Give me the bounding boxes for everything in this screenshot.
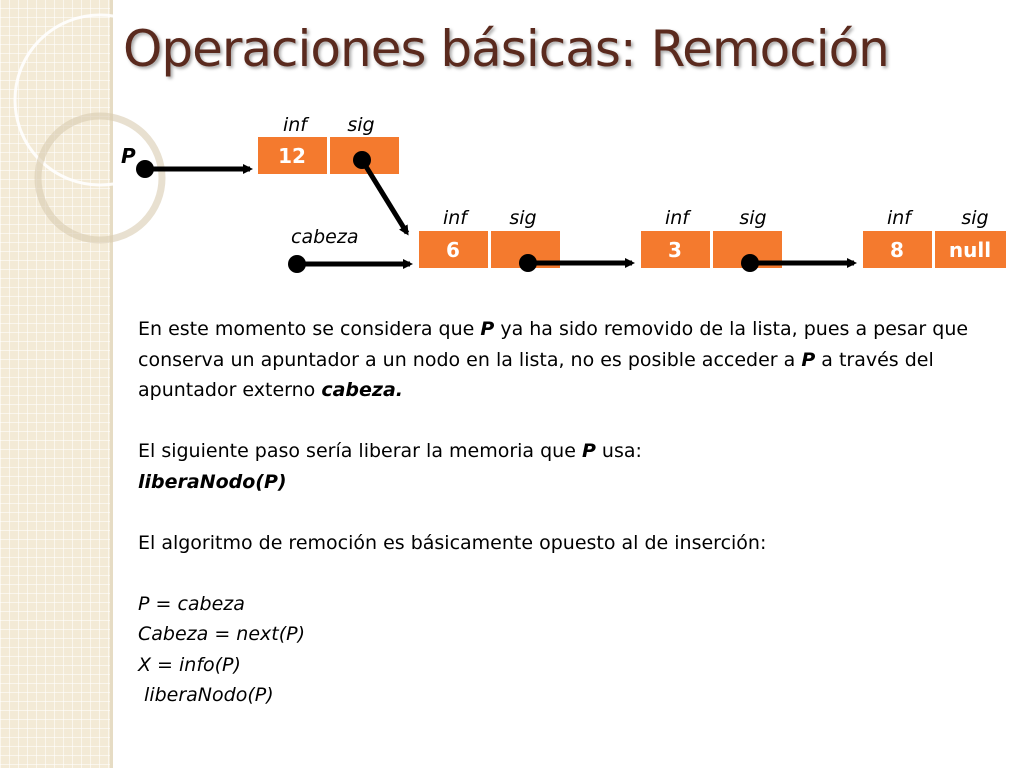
algorithm-line-1: P = cabeza: [138, 592, 245, 615]
node-3-value: 3: [668, 238, 682, 262]
algorithm-line-3: X = info(P): [138, 653, 241, 676]
node-8: [862, 230, 1007, 269]
node-6-sig-label: sig: [509, 207, 537, 229]
node-6-value: 6: [446, 238, 460, 262]
explanation-text: [138, 314, 998, 711]
pointer-p-arrow: [136, 160, 250, 178]
text-span: En este momento se considera que: [138, 318, 481, 340]
node-3-inf-label: inf: [664, 207, 690, 229]
node-12-sig-label: sig: [347, 114, 375, 136]
node-3-sig-label: sig: [739, 207, 767, 229]
code-text: liberaNodo(P): [138, 470, 287, 493]
paragraph-removed: [138, 314, 998, 406]
text-span: ya ha sido removido de la lista, pues a pesar que conserva un apuntador a un nodo en la lista, no es posible acceder a: [138, 318, 969, 371]
pointer-cabeza-arrow: [288, 255, 410, 273]
pointer-cabeza-ref: cabeza.: [321, 379, 404, 401]
pointer-p-label: P: [121, 144, 136, 168]
node-12: [257, 136, 400, 175]
node-6-inf-label: inf: [442, 207, 468, 229]
node-12-inf-label: inf: [282, 114, 308, 136]
pointer-p-ref: P: [581, 440, 596, 462]
node-8-null-value: null: [948, 238, 992, 262]
algorithm-line-2: Cabeza = next(P): [138, 623, 305, 645]
text-span: El siguiente paso sería liberar la memoria que: [138, 440, 582, 462]
node-12-value: 12: [278, 144, 306, 168]
node-8-value: 8: [890, 238, 904, 262]
paragraph-free-memory: [138, 436, 998, 467]
pointer-cabeza-label: cabeza: [291, 226, 359, 248]
paragraph-algorithm: El algoritmo de remoción es básicamente opuesto al de inserción:: [138, 531, 767, 554]
algorithm-line-4: liberaNodo(P): [138, 684, 274, 706]
pointer-p-ref: P: [480, 318, 495, 340]
node-8-sig-label: sig: [961, 207, 989, 229]
node-8-inf-label: inf: [886, 207, 912, 229]
pointer-p-ref: P: [801, 348, 816, 371]
text-span: a través del apuntador externo: [138, 348, 934, 401]
linked-list-diagram: [0, 0, 1024, 300]
text-span: usa:: [595, 440, 642, 462]
page-title: Operaciones básicas: Remoción: [123, 20, 889, 78]
code-libera-nodo: [138, 467, 998, 498]
